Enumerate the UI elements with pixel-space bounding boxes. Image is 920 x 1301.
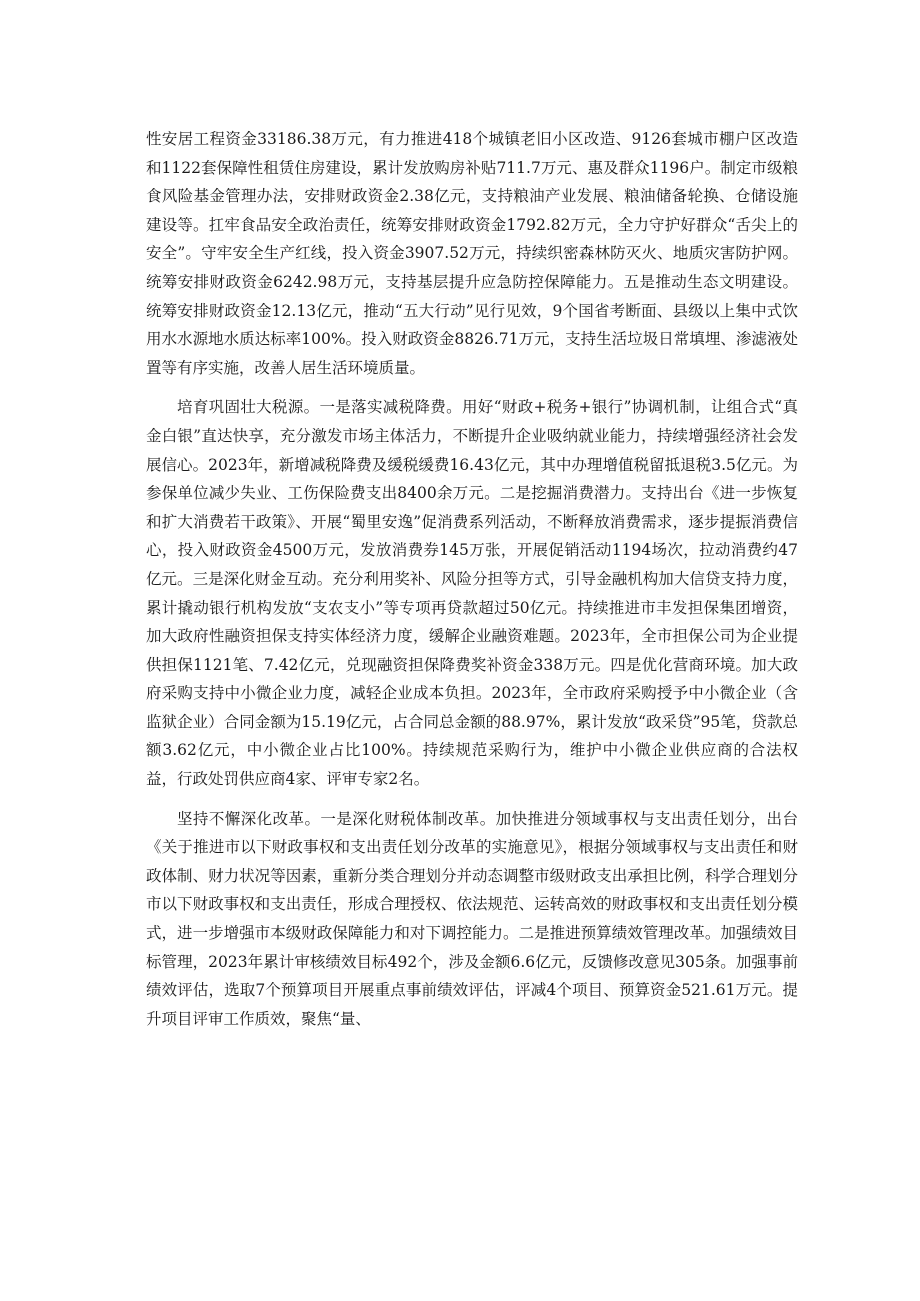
paragraph-housing-ecology: 性安居工程资金33186.38万元，有力推进418个城镇老旧小区改造、9126套城市棚户区改造和1122套保障性租赁住房建设，累计发放购房补贴711.7万元、惠及群众1196户。制定市级粮食风险基金管理办法，安排财政资金2.38亿元，支持粮油产业发展、粮油储备轮换、仓储设施建设等。扛牢食品安全政治责任，统筹安排财政资金1792.82万元，全力守护好群众“舌尖上的安全”。守牢安全生产红线，投入资金3907.52万元，持续织密森林防灭火、地质灾害防护网。统筹安排财政资金6242.98万元，支持基层提升应急防控保障能力。五是推动生态文明建设。统筹安排财政资金12.13亿元，推动“五大行动”见行见效，9个国省考断面、县级以上集中式饮用水水源地水质达标率100%。投入财政资金8826.71万元，支持生活垃圾日常填埋、渗滤液处置等有序实施，改善人居生活环境质量。 (146, 130, 798, 377)
paragraph-reform: 坚持不懈深化改革。一是深化财税体制改革。加快推进分领域事权与支出责任划分，出台《关于推进市以下财政事权和支出责任划分改革的实施意见》，根据分领域事权与支出责任和财政体制、财力状况等因素，重新分类合理划分并动态调整市级财政支出承担比例，科学合理划分市以下财政事权和支出责任，形成合理授权、依法规范、运转高效的财政事权和支出责任划分模式，进一步增强市本级财政保障能力和对下调控能力。二是推进预算绩效管理改革。加强绩效目标管理，2023年累计审核绩效目标492个，涉及金额6.6亿元，反馈修改意见305条。加强事前绩效评估，选取7个预算项目开展重点事前绩效评估，评减4个项目、预算资金521.61万元。提升项目评审工作质效，聚焦“量、 (146, 809, 798, 1028)
paragraph-tax-source: 培育巩固壮大税源。一是落实减税降费。用好“财政+税务+银行”协调机制，让组合式“真金白银”直达快享，充分激发市场主体活力，不断提升企业吸纳就业能力，持续增强经济社会发展信心。2023年，新增减税降费及缓税缓费16.43亿元，其中办理增值税留抵退税3.5亿元。为参保单位减少失业、工伤保险费支出8400余万元。二是挖掘消费潜力。支持出台《进一步恢复和扩大消费若干政策》、开展“蜀里安逸”促消费系列活动，不断释放消费需求，逐步提振消费信心，投入财政资金4500万元，发放消费券145万张，开展促销活动1194场次，拉动消费约47亿元。三是深化财金互动。充分利用奖补、风险分担等方式，引导金融机构加大信贷支持力度，累计撬动银行机构发放“支农支小”等专项再贷款超过50亿元。持续推进市丰发担保集团增资，加大政府性融资担保支持实体经济力度，缓解企业融资难题。2023年，全市担保公司为企业提供担保1121笔、7.42亿元，兑现融资担保降费奖补资金338万元。四是优化营商环境。加大政府采购支持中小微企业力度，减轻企业成本负担。2023年，全市政府采购授予中小微企业（含监狱企业）合同金额为15.19亿元，占合同总金额的88.97%，累计发放“政采贷”95笔，贷款总额3.62亿元，中小微企业占比100%。持续规范采购行为，维护中小微企业供应商的合法权益，行政处罚供应商4家、评审专家2名。 (146, 398, 798, 789)
document-body (146, 125, 798, 1033)
